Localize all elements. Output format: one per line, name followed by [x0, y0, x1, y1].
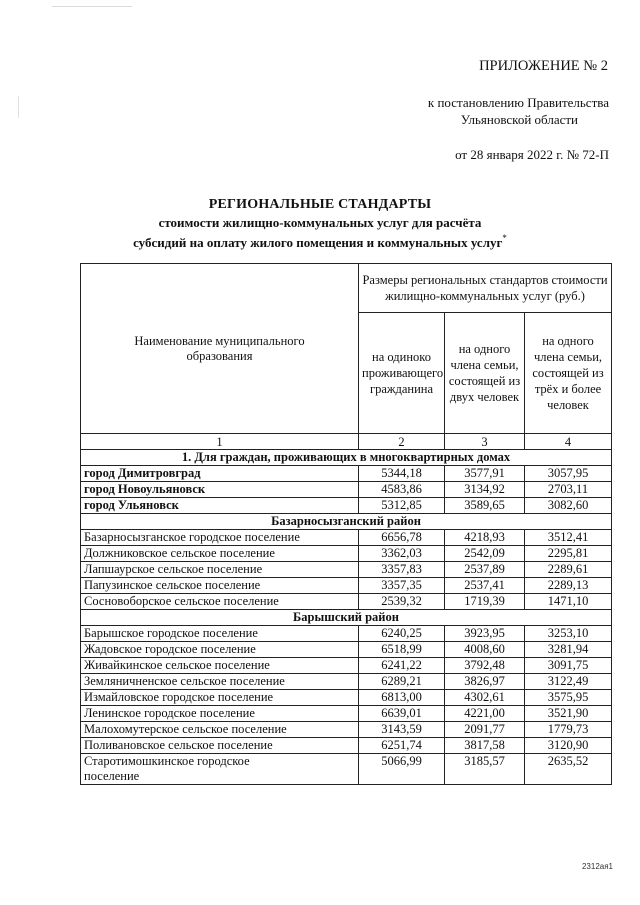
column-header-name: Наименование муниципального образования	[81, 264, 359, 434]
column-header-single: на одиноко проживающего гражданина	[359, 313, 445, 434]
row-value: 2539,32	[359, 594, 445, 610]
row-value: 2091,77	[445, 722, 525, 738]
table-row	[81, 738, 612, 754]
row-value: 5312,85	[359, 498, 445, 514]
row-value: 3253,10	[525, 626, 612, 642]
row-value: 2537,41	[445, 578, 525, 594]
table-row	[81, 546, 612, 562]
row-name: Базарносызганское городское поселение	[81, 530, 359, 546]
row-value: 6251,74	[359, 738, 445, 754]
column-header-two-persons: на одного члена семьи, состоящей из двух человек	[445, 313, 525, 434]
table-row	[81, 722, 612, 738]
row-value: 5344,18	[359, 466, 445, 482]
table-row	[81, 562, 612, 578]
resolution-reference: к постановлению Правительства	[427, 95, 609, 110]
standards-table	[80, 263, 612, 785]
table-row	[81, 690, 612, 706]
row-value: 6813,00	[359, 690, 445, 706]
row-value: 3792,48	[445, 658, 525, 674]
document-code: 2312ая1	[581, 862, 613, 871]
row-value: 3923,95	[445, 626, 525, 642]
resolution-date: от 28 января 2022 г. № 72-П	[455, 147, 609, 162]
row-name: город Ульяновск	[81, 498, 359, 514]
row-name: Земляничненское сельское поселение	[81, 674, 359, 690]
row-value: 1779,73	[525, 722, 612, 738]
row-name: Папузинское сельское поселение	[81, 578, 359, 594]
row-value: 2289,13	[525, 578, 612, 594]
row-name: Лапшаурское сельское поселение	[81, 562, 359, 578]
table-row	[81, 498, 612, 514]
table-row	[81, 658, 612, 674]
row-value: 3826,97	[445, 674, 525, 690]
row-value: 6241,22	[359, 658, 445, 674]
table-row	[81, 642, 612, 658]
scan-artifact-top	[52, 6, 132, 7]
row-value: 3082,60	[525, 498, 612, 514]
row-value: 4583,86	[359, 482, 445, 498]
column-group-header: Размеры региональных стандартов стоимости жилищно-коммунальных услуг (руб.)	[359, 264, 612, 313]
row-value: 3575,95	[525, 690, 612, 706]
column-number: 2	[359, 434, 445, 450]
row-value: 3143,59	[359, 722, 445, 738]
table-row	[81, 594, 612, 610]
region-name: Ульяновской области	[460, 112, 578, 127]
row-value: 3120,90	[525, 738, 612, 754]
row-name: Ленинское городское поселение	[81, 706, 359, 722]
row-value: 6289,21	[359, 674, 445, 690]
row-name: Живайкинское сельское поселение	[81, 658, 359, 674]
row-value: 3817,58	[445, 738, 525, 754]
row-name: Должниковское сельское поселение	[81, 546, 359, 562]
table-row	[81, 754, 612, 785]
row-name: Сосновоборское сельское поселение	[81, 594, 359, 610]
column-number: 4	[525, 434, 612, 450]
row-value: 3521,90	[525, 706, 612, 722]
row-value: 2635,52	[525, 754, 612, 785]
row-value: 4218,93	[445, 530, 525, 546]
row-name: Поливановское сельское поселение	[81, 738, 359, 754]
row-value: 3281,94	[525, 642, 612, 658]
row-value: 4008,60	[445, 642, 525, 658]
row-value: 3057,95	[525, 466, 612, 482]
annex-number: ПРИЛОЖЕНИЕ № 2	[479, 58, 608, 74]
row-value: 2295,81	[525, 546, 612, 562]
table-row	[81, 466, 612, 482]
row-value: 6518,99	[359, 642, 445, 658]
table-row	[81, 530, 612, 546]
document-subtitle-line-2	[0, 233, 640, 251]
row-value: 5066,99	[359, 754, 445, 785]
row-value: 2537,89	[445, 562, 525, 578]
scan-artifact-left	[18, 96, 19, 118]
row-value: 3589,65	[445, 498, 525, 514]
row-name: Малохомутерское сельское поселение	[81, 722, 359, 738]
row-value: 6656,78	[359, 530, 445, 546]
row-value: 4302,61	[445, 690, 525, 706]
row-name: город Новоульяновск	[81, 482, 359, 498]
row-value: 4221,00	[445, 706, 525, 722]
row-name: город Димитровград	[81, 466, 359, 482]
row-value: 3357,35	[359, 578, 445, 594]
row-value: 3091,75	[525, 658, 612, 674]
document-title: РЕГИОНАЛЬНЫЕ СТАНДАРТЫ	[208, 197, 432, 212]
row-name: Жадовское городское поселение	[81, 642, 359, 658]
row-value: 3577,91	[445, 466, 525, 482]
column-number: 1	[81, 434, 359, 450]
row-value: 3357,83	[359, 562, 445, 578]
row-value: 3122,49	[525, 674, 612, 690]
row-value: 1471,10	[525, 594, 612, 610]
row-value: 3512,41	[525, 530, 612, 546]
row-name: Барышское городское поселение	[81, 626, 359, 642]
row-value: 3362,03	[359, 546, 445, 562]
row-value: 2289,61	[525, 562, 612, 578]
row-value: 1719,39	[445, 594, 525, 610]
table-row	[81, 482, 612, 498]
table-row	[81, 706, 612, 722]
row-value: 6240,25	[359, 626, 445, 642]
row-name: Старотимошкинское городское поселение	[81, 754, 359, 785]
row-value: 2703,11	[525, 482, 612, 498]
document-subtitle-line-1: стоимости жилищно-коммунальных услуг для расчёта	[158, 215, 482, 230]
table-row	[81, 578, 612, 594]
column-number: 3	[445, 434, 525, 450]
row-value: 6639,01	[359, 706, 445, 722]
district-heading: Барышский район	[81, 610, 612, 626]
section-heading: 1. Для граждан, проживающих в многоквартирных домах	[81, 450, 612, 466]
table-row	[81, 674, 612, 690]
footnote-mark: *	[502, 233, 507, 243]
table-row	[81, 626, 612, 642]
district-heading: Базарносызганский район	[81, 514, 612, 530]
subtitle-text: субсидий на оплату жилого помещения и коммунальных услуг	[133, 235, 503, 250]
row-value: 2542,09	[445, 546, 525, 562]
row-value: 3185,57	[445, 754, 525, 785]
row-name: Измайловское городское поселение	[81, 690, 359, 706]
row-value: 3134,92	[445, 482, 525, 498]
column-header-three-persons: на одного члена семьи, состоящей из трёх и более человек	[525, 313, 612, 434]
